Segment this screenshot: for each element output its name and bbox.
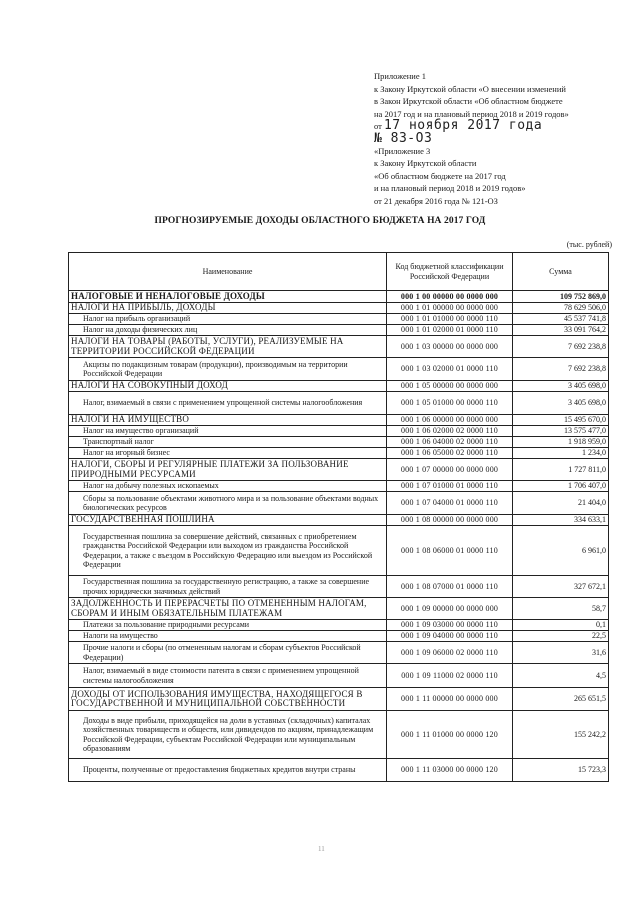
row-sum: 265 651,5 — [513, 688, 609, 711]
row-code: 000 1 01 00000 00 0000 000 — [387, 303, 513, 314]
units-label: (тыс. рублей) — [566, 240, 612, 249]
row-name: Доходы в виде прибыли, приходящейся на доли в уставных (складочных) капиталах хозяйственных товариществ и обществ, или дивидендов по акциям, принадлежащим Российской Федерации, субъектам Российской Федерации или муниципальным образованиям — [69, 711, 387, 759]
row-code: 000 1 06 02000 02 0000 110 — [387, 426, 513, 437]
appendix-line: от 21 декабря 2016 года № 121-ОЗ — [374, 195, 498, 206]
table-row — [69, 459, 609, 481]
row-code: 000 1 11 01000 00 0000 120 — [387, 711, 513, 759]
table-row — [69, 492, 609, 515]
row-code: 000 1 03 02000 01 0000 110 — [387, 358, 513, 381]
row-code: 000 1 08 07000 01 0000 110 — [387, 576, 513, 598]
table-row — [69, 526, 609, 576]
table-row — [69, 448, 609, 459]
table-row — [69, 392, 609, 415]
row-code: 000 1 07 00000 00 0000 000 — [387, 459, 513, 481]
table-row — [69, 631, 609, 642]
row-code: 000 1 01 02000 01 0000 110 — [387, 325, 513, 336]
revenue-table — [68, 252, 609, 782]
row-name: Налог, взимаемый в связи с применением упрощенной системы налогообложения — [69, 392, 387, 415]
row-name: Налог на игорный бизнес — [69, 448, 387, 459]
table-row — [69, 381, 609, 392]
row-code: 000 1 00 00000 00 0000 000 — [387, 291, 513, 303]
row-code: 000 1 09 04000 00 0000 110 — [387, 631, 513, 642]
row-code: 000 1 06 04000 02 0000 110 — [387, 437, 513, 448]
row-code: 000 1 11 00000 00 0000 000 — [387, 688, 513, 711]
row-name: НАЛОГОВЫЕ И НЕНАЛОГОВЫЕ ДОХОДЫ — [69, 291, 387, 303]
date-prefix: от — [374, 121, 382, 131]
row-sum: 334 633,1 — [513, 515, 609, 526]
row-sum: 7 692 238,8 — [513, 336, 609, 358]
row-name: Платежи за пользование природными ресурсами — [69, 620, 387, 631]
row-code: 000 1 11 03000 00 0000 120 — [387, 759, 513, 782]
row-sum: 13 575 477,0 — [513, 426, 609, 437]
row-sum: 15 723,3 — [513, 759, 609, 782]
row-name: Сборы за пользование объектами животного мира и за пользование объектами водных биологических ресурсов — [69, 492, 387, 515]
row-code: 000 1 01 01000 00 0000 110 — [387, 314, 513, 325]
row-sum: 21 404,0 — [513, 492, 609, 515]
row-sum: 1 918 959,0 — [513, 437, 609, 448]
appendix-line: в Закон Иркутской области «Об областном бюджете — [374, 96, 563, 106]
appendix-line: и на плановый период 2018 и 2019 годов» — [374, 183, 526, 193]
appendix-line: Приложение 1 — [374, 71, 426, 81]
row-name: НАЛОГИ, СБОРЫ И РЕГУЛЯРНЫЕ ПЛАТЕЖИ ЗА ПОЛЬЗОВАНИЕ ПРИРОДНЫМИ РЕСУРСАМИ — [69, 459, 387, 481]
table-row — [69, 314, 609, 325]
appendix-line: «Приложение 3 — [374, 145, 431, 156]
row-code: 000 1 06 05000 02 0000 110 — [387, 448, 513, 459]
row-sum: 155 242,2 — [513, 711, 609, 759]
row-sum: 3 405 698,0 — [513, 381, 609, 392]
row-name: Налог, взимаемый в виде стоимости патента в связи с применением упрощенной системы налогообложения — [69, 664, 387, 688]
row-name: Проценты, полученные от предоставления бюджетных кредитов внутри страны — [69, 759, 387, 782]
row-name: НАЛОГИ НА СОВОКУПНЫЙ ДОХОД — [69, 381, 387, 392]
row-sum: 31,6 — [513, 642, 609, 664]
row-sum: 58,7 — [513, 598, 609, 620]
appendix-line: на 2017 год и на плановый период 2018 и 2019 годов» — [374, 108, 569, 119]
row-name: НАЛОГИ НА ТОВАРЫ (РАБОТЫ, УСЛУГИ), РЕАЛИЗУЕМЫЕ НА ТЕРРИТОРИИ РОССИЙСКОЙ ФЕДЕРАЦИИ — [69, 336, 387, 358]
row-code: 000 1 08 06000 01 0000 110 — [387, 526, 513, 576]
table-row — [69, 515, 609, 526]
row-name: ГОСУДАРСТВЕННАЯ ПОШЛИНА — [69, 515, 387, 526]
row-code: 000 1 08 00000 00 0000 000 — [387, 515, 513, 526]
row-name: Налог на добычу полезных ископаемых — [69, 481, 387, 492]
appendix-header — [374, 70, 624, 207]
row-sum: 1 706 407,0 — [513, 481, 609, 492]
row-code: 000 1 07 04000 01 0000 110 — [387, 492, 513, 515]
table-row — [69, 415, 609, 426]
row-code: 000 1 07 01000 01 0000 110 — [387, 481, 513, 492]
table-body — [69, 291, 609, 782]
table-row — [69, 759, 609, 782]
table-row — [69, 358, 609, 381]
row-sum: 78 629 506,0 — [513, 303, 609, 314]
row-sum: 6 961,0 — [513, 526, 609, 576]
row-code: 000 1 05 00000 00 0000 000 — [387, 381, 513, 392]
row-code: 000 1 09 03000 00 0000 110 — [387, 620, 513, 631]
table-row — [69, 481, 609, 492]
table-row — [69, 437, 609, 448]
row-code: 000 1 06 00000 00 0000 000 — [387, 415, 513, 426]
row-sum: 109 752 869,0 — [513, 291, 609, 303]
table-row — [69, 336, 609, 358]
row-code: 000 1 09 11000 02 0000 110 — [387, 664, 513, 688]
handwritten-date: 17 ноября 2017 года — [383, 118, 543, 133]
row-sum: 4,5 — [513, 664, 609, 688]
row-sum: 15 495 670,0 — [513, 415, 609, 426]
table-row — [69, 688, 609, 711]
row-code: 000 1 03 00000 00 0000 000 — [387, 336, 513, 358]
row-sum: 33 091 764,2 — [513, 325, 609, 336]
column-header-name: Наименование — [69, 253, 387, 291]
column-header-sum: Сумма — [513, 253, 609, 291]
row-code: 000 1 09 06000 02 0000 110 — [387, 642, 513, 664]
row-name: Транспортный налог — [69, 437, 387, 448]
document-title: ПРОГНОЗИРУЕМЫЕ ДОХОДЫ ОБЛАСТНОГО БЮДЖЕТА НА 2017 ГОД — [154, 216, 486, 226]
row-sum: 7 692 238,8 — [513, 358, 609, 381]
page-mark: 11 — [318, 845, 325, 853]
row-name: Государственная пошлина за совершение действий, связанных с приобретением гражданства Российской Федерации или выходом из гражданства Российской Федерации, а также с въездом в Российскую Федерацию или выездом из Российской Федерации — [69, 526, 387, 576]
appendix-line: к Закону Иркутской области — [374, 158, 477, 168]
table-row — [69, 426, 609, 437]
row-sum: 0,1 — [513, 620, 609, 631]
table-row — [69, 642, 609, 664]
row-name: ДОХОДЫ ОТ ИСПОЛЬЗОВАНИЯ ИМУЩЕСТВА, НАХОДЯЩЕГОСЯ В ГОСУДАРСТВЕННОЙ И МУНИЦИПАЛЬНОЙ СОБСТВЕННОСТИ — [69, 688, 387, 711]
row-name: Прочие налоги и сборы (по отмененным налогам и сборам субъектов Российской Федерации) — [69, 642, 387, 664]
table-row — [69, 325, 609, 336]
row-sum: 1 234,0 — [513, 448, 609, 459]
row-name: Государственная пошлина за государственную регистрацию, а также за совершение прочих юридически значимых действий — [69, 576, 387, 598]
appendix-line: «Об областном бюджете на 2017 год — [374, 170, 506, 181]
row-name: НАЛОГИ НА ПРИБЫЛЬ, ДОХОДЫ — [69, 303, 387, 314]
row-name: Акцизы по подакцизным товарам (продукции), производимым на территории Российской Федерации — [69, 358, 387, 381]
row-sum: 327 672,1 — [513, 576, 609, 598]
handwritten-number: № 83-ОЗ — [374, 130, 433, 146]
row-name: НАЛОГИ НА ИМУЩЕСТВО — [69, 415, 387, 426]
row-name: Налог на имущество организаций — [69, 426, 387, 437]
table-row — [69, 664, 609, 688]
row-name: Налог на прибыль организаций — [69, 314, 387, 325]
table-row — [69, 620, 609, 631]
table-header-row — [69, 253, 609, 291]
row-sum: 1 727 811,0 — [513, 459, 609, 481]
row-code: 000 1 05 01000 00 0000 110 — [387, 392, 513, 415]
row-name: Налоги на имущество — [69, 631, 387, 642]
row-name: ЗАДОЛЖЕННОСТЬ И ПЕРЕРАСЧЕТЫ ПО ОТМЕНЕННЫМ НАЛОГАМ, СБОРАМ И ИНЫМ ОБЯЗАТЕЛЬНЫМ ПЛАТЕЖАМ — [69, 598, 387, 620]
appendix-line: к Закону Иркутской области «О внесении изменений — [374, 83, 566, 94]
row-sum: 3 405 698,0 — [513, 392, 609, 415]
table-row — [69, 303, 609, 314]
table-row — [69, 711, 609, 759]
row-sum: 45 537 741,8 — [513, 314, 609, 325]
row-sum: 22,5 — [513, 631, 609, 642]
row-name: Налог на доходы физических лиц — [69, 325, 387, 336]
table-row — [69, 576, 609, 598]
column-header-code: Код бюджетной классификации Российской Федерации — [387, 253, 513, 291]
table-row — [69, 598, 609, 620]
table-row — [69, 291, 609, 303]
row-code: 000 1 09 00000 00 0000 000 — [387, 598, 513, 620]
